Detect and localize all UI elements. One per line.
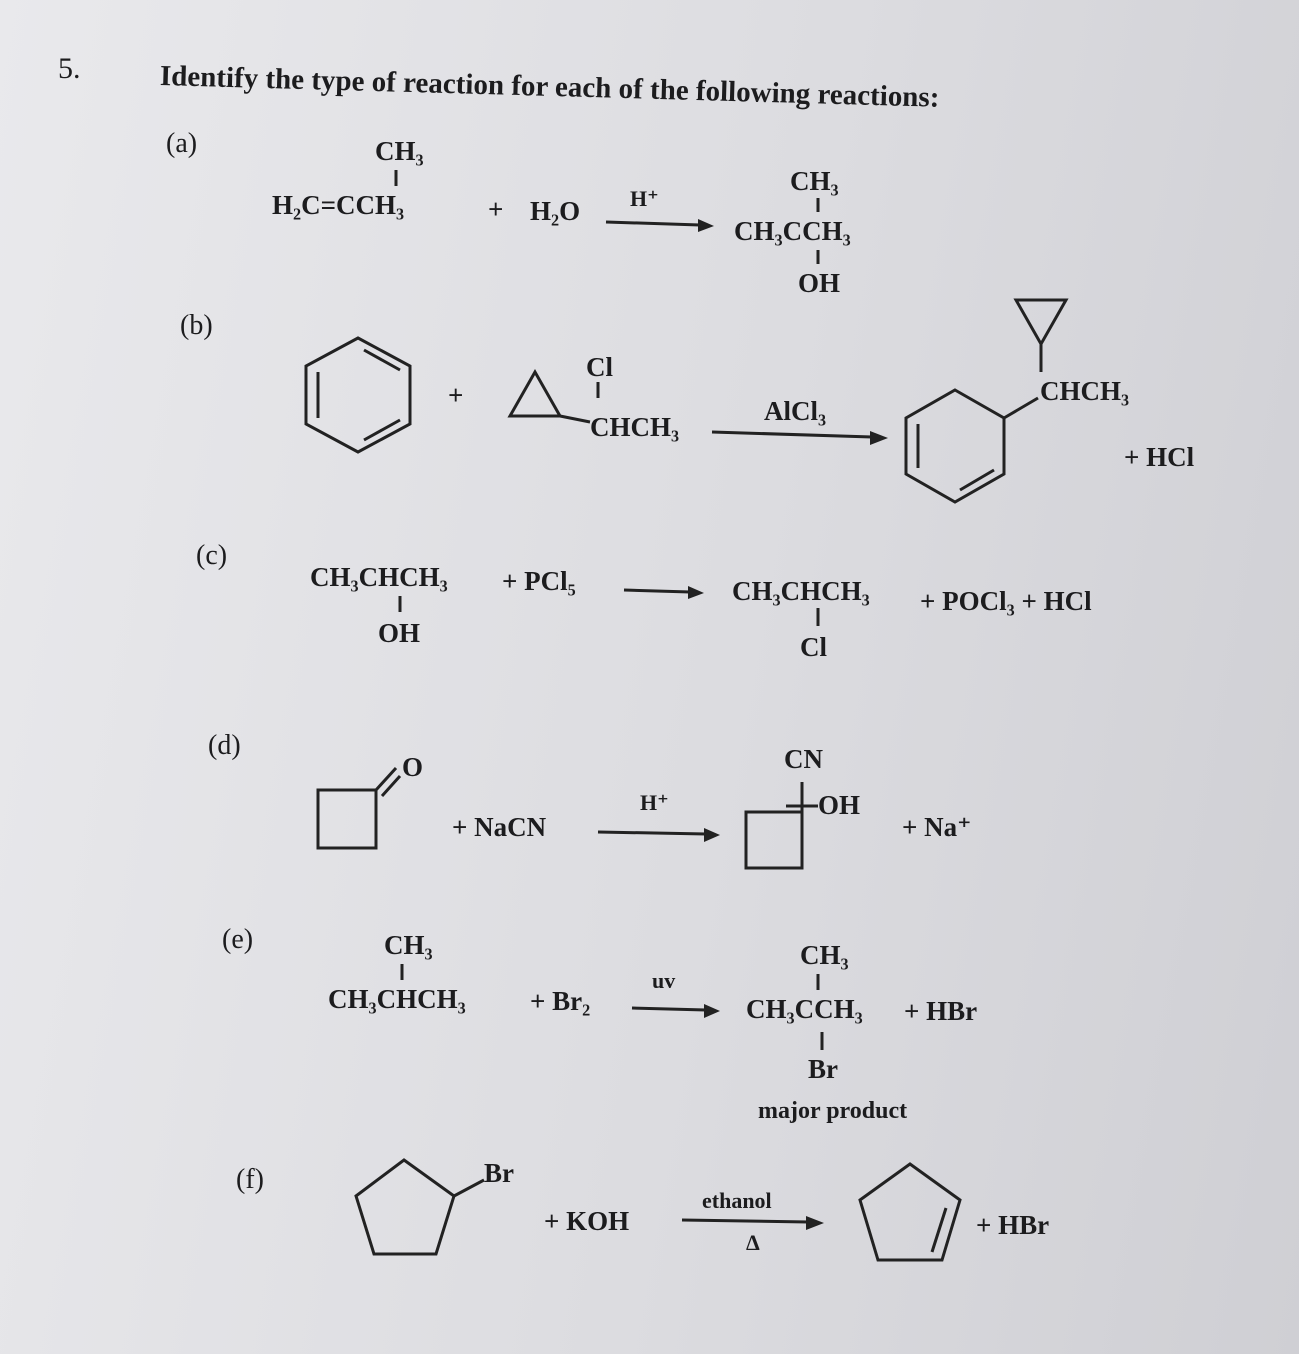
e-product-top: CH₃	[800, 940, 849, 970]
a-water: H₂O	[530, 196, 581, 226]
a-plus: +	[488, 194, 504, 224]
c-reactant-sub: OH	[378, 618, 421, 648]
d-product-side: OH	[818, 790, 861, 820]
b-reagent-main: CHCH₃	[590, 412, 680, 442]
d-carbonyl-o: O	[402, 752, 424, 782]
a-condition: H⁺	[630, 186, 659, 211]
d-product-top: CN	[784, 744, 823, 774]
a-product-bottom: OH	[798, 268, 841, 298]
b-product-main: CHCH₃	[1040, 376, 1130, 406]
b-byproduct: + HCl	[1124, 442, 1195, 472]
f-byproduct: + HBr	[976, 1210, 1050, 1240]
f-substituent: Br	[484, 1158, 514, 1188]
a-product-main: CH₃CCH₃	[734, 216, 851, 246]
d-reagent: + NaCN	[452, 812, 547, 842]
e-plus-reagent: + Br₂	[530, 986, 591, 1016]
label-d: (d)	[208, 730, 241, 761]
c-byproducts: + POCl₃ + HCl	[920, 586, 1092, 616]
question-number: 5.	[58, 52, 81, 85]
b-reagent-sub: Cl	[586, 352, 613, 382]
d-condition: H⁺	[640, 790, 669, 815]
f-reagent: + KOH	[544, 1206, 630, 1236]
e-reactant-main: CH₃CHCH₃	[328, 984, 466, 1014]
c-product-main: CH₃CHCH₃	[732, 576, 870, 606]
e-reactant-top: CH₃	[384, 930, 433, 960]
f-condition-bottom: Δ	[746, 1230, 760, 1255]
e-condition: uv	[652, 968, 676, 993]
label-a: (a)	[166, 128, 198, 159]
c-plus-reagent: + PCl₅	[502, 566, 576, 596]
e-byproduct: + HBr	[904, 996, 978, 1026]
label-e: (e)	[222, 924, 254, 955]
label-b: (b)	[180, 310, 213, 341]
e-note: major product	[758, 1098, 908, 1124]
c-product-sub: Cl	[800, 632, 827, 662]
d-byproduct: + Na⁺	[902, 812, 972, 842]
label-c: (c)	[196, 540, 228, 571]
b-plus: +	[448, 380, 464, 410]
f-condition-top: ethanol	[702, 1188, 772, 1213]
a-reactant-methyl: CH₃	[375, 136, 424, 166]
label-f: (f)	[236, 1164, 264, 1195]
question-prompt: Identify the type of reaction for each of the following reactions:	[159, 60, 940, 114]
e-product-bottom: Br	[808, 1054, 838, 1084]
e-product-main: CH₃CCH₃	[746, 994, 863, 1024]
a-product-top: CH₃	[790, 166, 839, 196]
a-reactant: H₂C=CCH₃	[272, 190, 405, 220]
b-catalyst: AlCl₃	[764, 396, 827, 426]
c-reactant-main: CH₃CHCH₃	[310, 562, 448, 592]
